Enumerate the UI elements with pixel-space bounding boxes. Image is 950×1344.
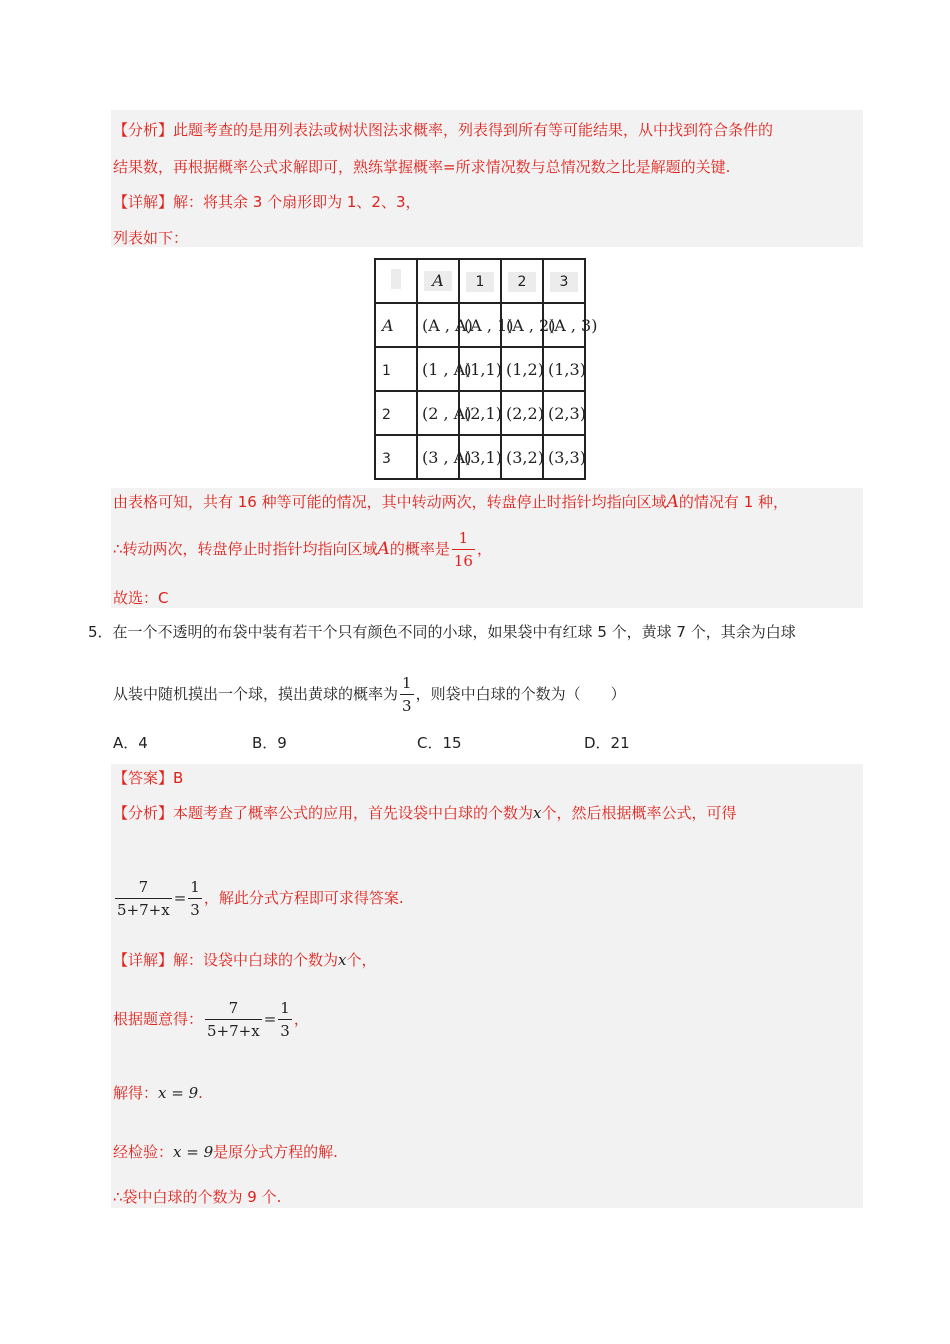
table-cell: (A , 1) xyxy=(459,303,501,347)
table-row xyxy=(375,391,585,435)
q5-step-equation: 根据题意得： $\frac{7}{5+7+x}$ = $\frac{1}{3}$ ， xyxy=(113,999,309,1040)
table-corner-cell xyxy=(375,259,417,303)
q4-analysis-line2: 结果数，再根据概率公式求解即可，熟练掌握概率=所求情况数与总情况数之比是解题的关键. xyxy=(113,158,731,176)
option-d: D．21 xyxy=(584,734,630,752)
table-row xyxy=(375,303,585,347)
table-cell: (A , 2) xyxy=(501,303,543,347)
q4-analysis-line1 xyxy=(113,120,773,140)
q4-detail-line2: 列表如下： xyxy=(113,229,189,247)
detail-tag: 【详解】 xyxy=(113,193,174,211)
table-cell: (A , 3) xyxy=(543,303,585,347)
table-header-cell: A xyxy=(417,259,459,303)
option-c: C．15 xyxy=(417,734,462,752)
table-header-cell: 2 xyxy=(501,259,543,303)
q5-answer: 【答案】B xyxy=(113,769,184,787)
option-a: A．4 xyxy=(113,734,148,752)
table-header-cell: 1 xyxy=(459,259,501,303)
analysis-tag: 【分析】 xyxy=(113,121,174,139)
q5-detail: 【详解】解：设袋中白球的个数为x个， xyxy=(113,951,377,969)
q4-conclusion-line1: 由表格可知，共有 16 种等可能的情况，其中转动两次，转盘停止时指针均指向区域A的情况有 1 种， xyxy=(113,492,789,512)
table-header-cell: 3 xyxy=(543,259,585,303)
q4-detail-line1 xyxy=(113,192,421,212)
q5-stem-line1: 5．在一个不透明的布袋中装有若干个只有颜色不同的小球，如果袋中有红球 5 个，黄球 7 个，其余为白球 xyxy=(88,623,796,641)
fraction-7-over-sum: $\frac{7}{5+7+x}$ xyxy=(117,878,170,919)
q4-conclusion-line2: ∴转动两次，转盘停止时指针均指向区域A的概率是 $\frac{1}{16}$ ， xyxy=(113,529,492,570)
table-cell: (3,2) xyxy=(501,435,543,479)
table-cell: (A , A) xyxy=(417,303,459,347)
table-row-label: A xyxy=(375,303,417,347)
table-cell: (3,1) xyxy=(459,435,501,479)
table-cell: (1,3) xyxy=(543,347,585,391)
fraction-1-16: $\frac{1}{16}$ xyxy=(453,529,473,570)
table-row xyxy=(375,347,585,391)
table-header-row xyxy=(375,259,585,303)
variable-a: A xyxy=(666,492,679,512)
table-row xyxy=(375,435,585,479)
table-cell: (3 , A) xyxy=(417,435,459,479)
question-number: 5． xyxy=(88,623,113,641)
table-cell: (2,3) xyxy=(543,391,585,435)
table-cell: (1 , A) xyxy=(417,347,459,391)
table-cell: (2 , A) xyxy=(417,391,459,435)
q5-stem-line2: 从装中随机摸出一个球，摸出黄球的概率为 $\frac{1}{3}$ ，则袋中白球的个数为（ ） xyxy=(113,674,626,715)
q5-final: ∴袋中白球的个数为 9 个. xyxy=(113,1188,282,1206)
table-cell: (2,2) xyxy=(501,391,543,435)
q5-analysis: 【分析】本题考查了概率公式的应用，首先设袋中白球的个数为x个，然后根据概率公式，可得 xyxy=(113,804,737,822)
detail-text: 解：将其余 3 个扇形即为 1、2、3， xyxy=(173,193,421,211)
table-row-label: 3 xyxy=(375,435,417,479)
variable-a: A xyxy=(377,539,390,559)
table-cell: (1,1) xyxy=(459,347,501,391)
variable-x: x xyxy=(533,804,542,822)
fraction-1-3: $\frac{1}{3}$ xyxy=(190,878,200,919)
q4-choice: 故选：C xyxy=(113,589,169,607)
table-cell: (3,3) xyxy=(543,435,585,479)
q5-check: 经检验：x = 9是原分式方程的解. xyxy=(113,1143,338,1161)
variable-x: x xyxy=(338,951,347,969)
q5-analysis-equation: $\frac{7}{5+7+x}$ = $\frac{1}{3}$ ，解此分式方程即可求得答案. xyxy=(117,878,404,919)
table-row-label: 1 xyxy=(375,347,417,391)
option-b: B．9 xyxy=(252,734,287,752)
fraction-1-3: $\frac{1}{3}$ xyxy=(402,674,412,715)
outcome-table xyxy=(374,258,598,480)
q5-solve: 解得：x = 9. xyxy=(113,1084,203,1102)
fraction-1-3: $\frac{1}{3}$ xyxy=(280,999,290,1040)
fraction-7-over-sum: $\frac{7}{5+7+x}$ xyxy=(207,999,260,1040)
table-cell: (1,2) xyxy=(501,347,543,391)
analysis-text: 此题考查的是用列表法或树状图法求概率，列表得到所有等可能结果，从中找到符合条件的 xyxy=(173,121,774,139)
table-row-label: 2 xyxy=(375,391,417,435)
table-cell: (2,1) xyxy=(459,391,501,435)
